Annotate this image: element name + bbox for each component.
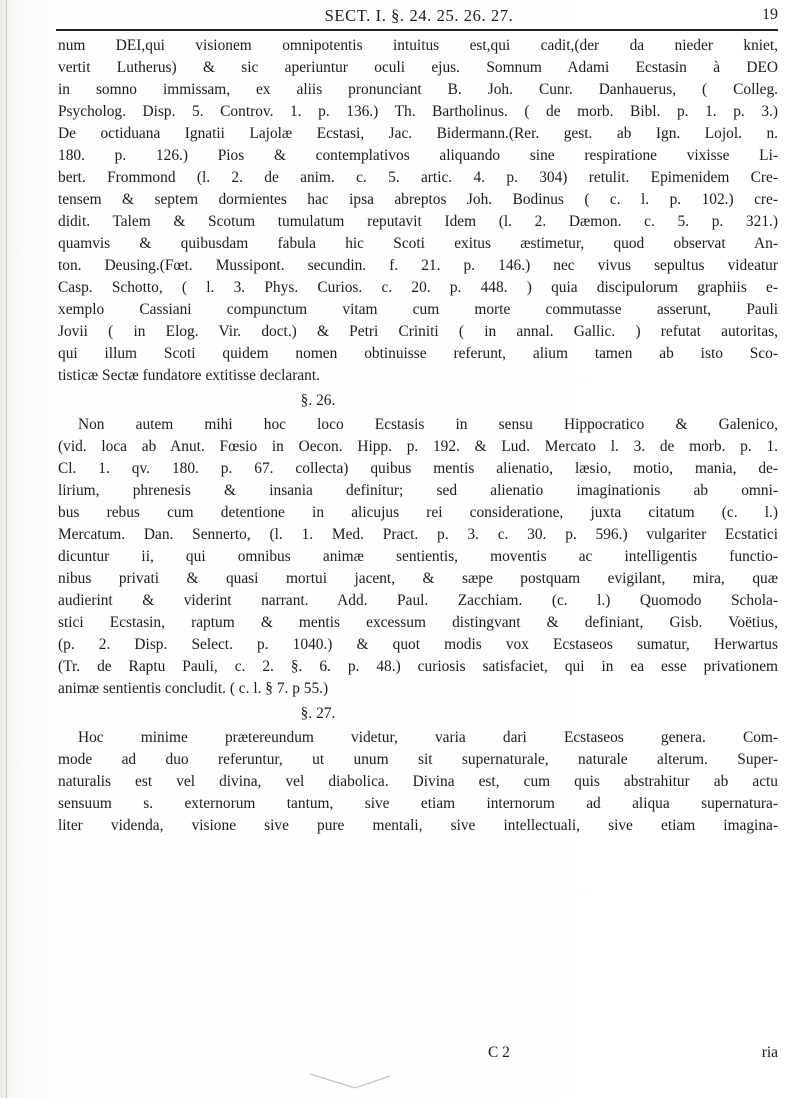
text-line: tensem & septem dormientes hac ipsa abreptos Joh. Bodinus ( c. l. p. 102.) cre- — [58, 191, 778, 208]
text-line: nibus privati & quasi mortui jacent, & sæpe postquam evigilant, mira, quæ — [58, 570, 778, 587]
paragraph-end-line: animæ sentientis concludit. ( c. l. § 7. p 55.) — [58, 680, 329, 697]
text-line: didit. Talem & Scotum tumulatum reputavit Idem (l. 2. Dæmon. c. 5. p. 321.) — [58, 213, 778, 230]
text-line: xemplo Cassiani compunctum vitam cum morte commutasse asserunt, Pauli — [58, 301, 778, 318]
text-line: Psycholog. Disp. 5. Controv. 1. p. 136.) Th. Bartholinus. ( de morb. Bibl. p. 1. p. 3.) — [58, 103, 778, 120]
text-line: audierint & viderint narrant. Add. Paul. Zacchiam. (c. l.) Quomodo Schola- — [58, 592, 778, 609]
text-line: in somno immissam, ex aliis pronunciant B. Joh. Cunr. Danhauerus, ( Colleg. — [58, 81, 778, 98]
signature-mark: C 2 — [488, 1044, 510, 1061]
catchword: ria — [761, 1044, 778, 1061]
running-head: SECT. I. §. 24. 25. 26. 27. — [324, 6, 514, 25]
section-number: §. 26. — [300, 392, 336, 409]
page-number: 19 — [762, 6, 778, 23]
text-line: Non autem mihi hoc loco Ecstasis in sensu Hippocratico & Galenico, — [78, 416, 778, 433]
text-line: (p. 2. Disp. Select. p. 1040.) & quot modis vox Ecstaseos sumatur, Herwartus — [58, 636, 778, 653]
text-line: dicuntur ii, qui omnibus animæ sentientis, moventis ac intelligentis functio- — [58, 548, 778, 565]
text-line: Mercatum. Dan. Sennerto, (l. 1. Med. Pract. p. 3. c. 30. p. 596.) vulgariter Ecstatici — [58, 526, 778, 543]
text-line: 180. p. 126.) Pios & contemplativos aliquando sine respiratione vixisse Li- — [58, 147, 778, 164]
pencil-mark-icon — [300, 1066, 400, 1096]
text-line: lirium, phrenesis & insania definitur; sed alienatio imaginationis ab omni- — [58, 482, 778, 499]
text-line: vertit Lutherus) & sic aperiuntur oculi ejus. Somnum Adami Ecstasin à DEO — [58, 59, 778, 76]
text-line: De octiduana Ignatii Lajolæ Ecstasi, Jac. Bidermann.(Rer. gest. ab Ign. Lojol. n. — [58, 125, 778, 142]
text-line: bus rebus cum detentione in alicujus rei consideratione, juxta citatum (c. l.) — [58, 504, 778, 521]
text-line: qui illum Scoti quidem nomen obtinuisse referunt, alium tamen ab isto Sco- — [58, 345, 778, 362]
text-line: mode ad duo referuntur, ut unum sit supernaturale, naturale alterum. Super- — [58, 751, 778, 768]
text-line: liter videnda, visione sive pure mentali, sive intellectuali, sive etiam imagina- — [58, 817, 778, 834]
text-line: ton. Deusing.(Fœt. Mussipont. secundin. f. 21. p. 146.) nec vivus sepultus videatur — [58, 257, 778, 274]
text-line: Jovii ( in Elog. Vir. doct.) & Petri Criniti ( in annal. Gallic. ) refutat autoritas, — [58, 323, 778, 340]
text-line: Casp. Schotto, ( l. 3. Phys. Curios. c. 20. p. 448. ) quia discipulorum graphiis e- — [58, 279, 778, 296]
text-line: Cl. 1. qv. 180. p. 67. collecta) quibus mentis alienatio, læsio, motio, mania, de- — [58, 460, 778, 477]
text-line: quamvis & quibusdam fabula hic Scoti exitus æstimetur, quod observat An- — [58, 235, 778, 252]
text-line: (vid. loca ab Anut. Fœsio in Oecon. Hipp. p. 192. & Lud. Mercato l. 3. de morb. p. 1. — [58, 438, 778, 455]
text-line: bert. Frommond (l. 2. de anim. c. 5. artic. 4. p. 304) retulit. Epimenidem Cre- — [58, 169, 778, 186]
paragraph-end-line: tisticæ Sectæ fundatore extitisse declarant. — [58, 367, 320, 384]
text-line: naturalis est vel divina, vel diabolica. Divina est, cum quis abstrahitur ab actu — [58, 773, 778, 790]
text-line: stici Ecstasin, raptum & mentis excessum distingvant & definiant, Gisb. Voëtius, — [58, 614, 778, 631]
binding-gutter — [6, 0, 7, 1098]
page-header — [60, 2, 778, 30]
text-line: Hoc minime prætereundum videtur, varia dari Ecstaseos genera. Com- — [78, 729, 778, 746]
text-line: num DEI,qui visionem omnipotentis intuitus est,qui cadit,(der da nieder kniet, — [58, 37, 778, 54]
text-line: (Tr. de Raptu Pauli, c. 2. §. 6. p. 48.) curiosis satisfaciet, qui in ea esse privationem — [58, 658, 778, 675]
header-rule — [56, 29, 778, 31]
text-line: sensuum s. externorum tantum, sive etiam internorum ad aliqua supernatura- — [58, 795, 778, 812]
section-number: §. 27. — [300, 705, 336, 722]
